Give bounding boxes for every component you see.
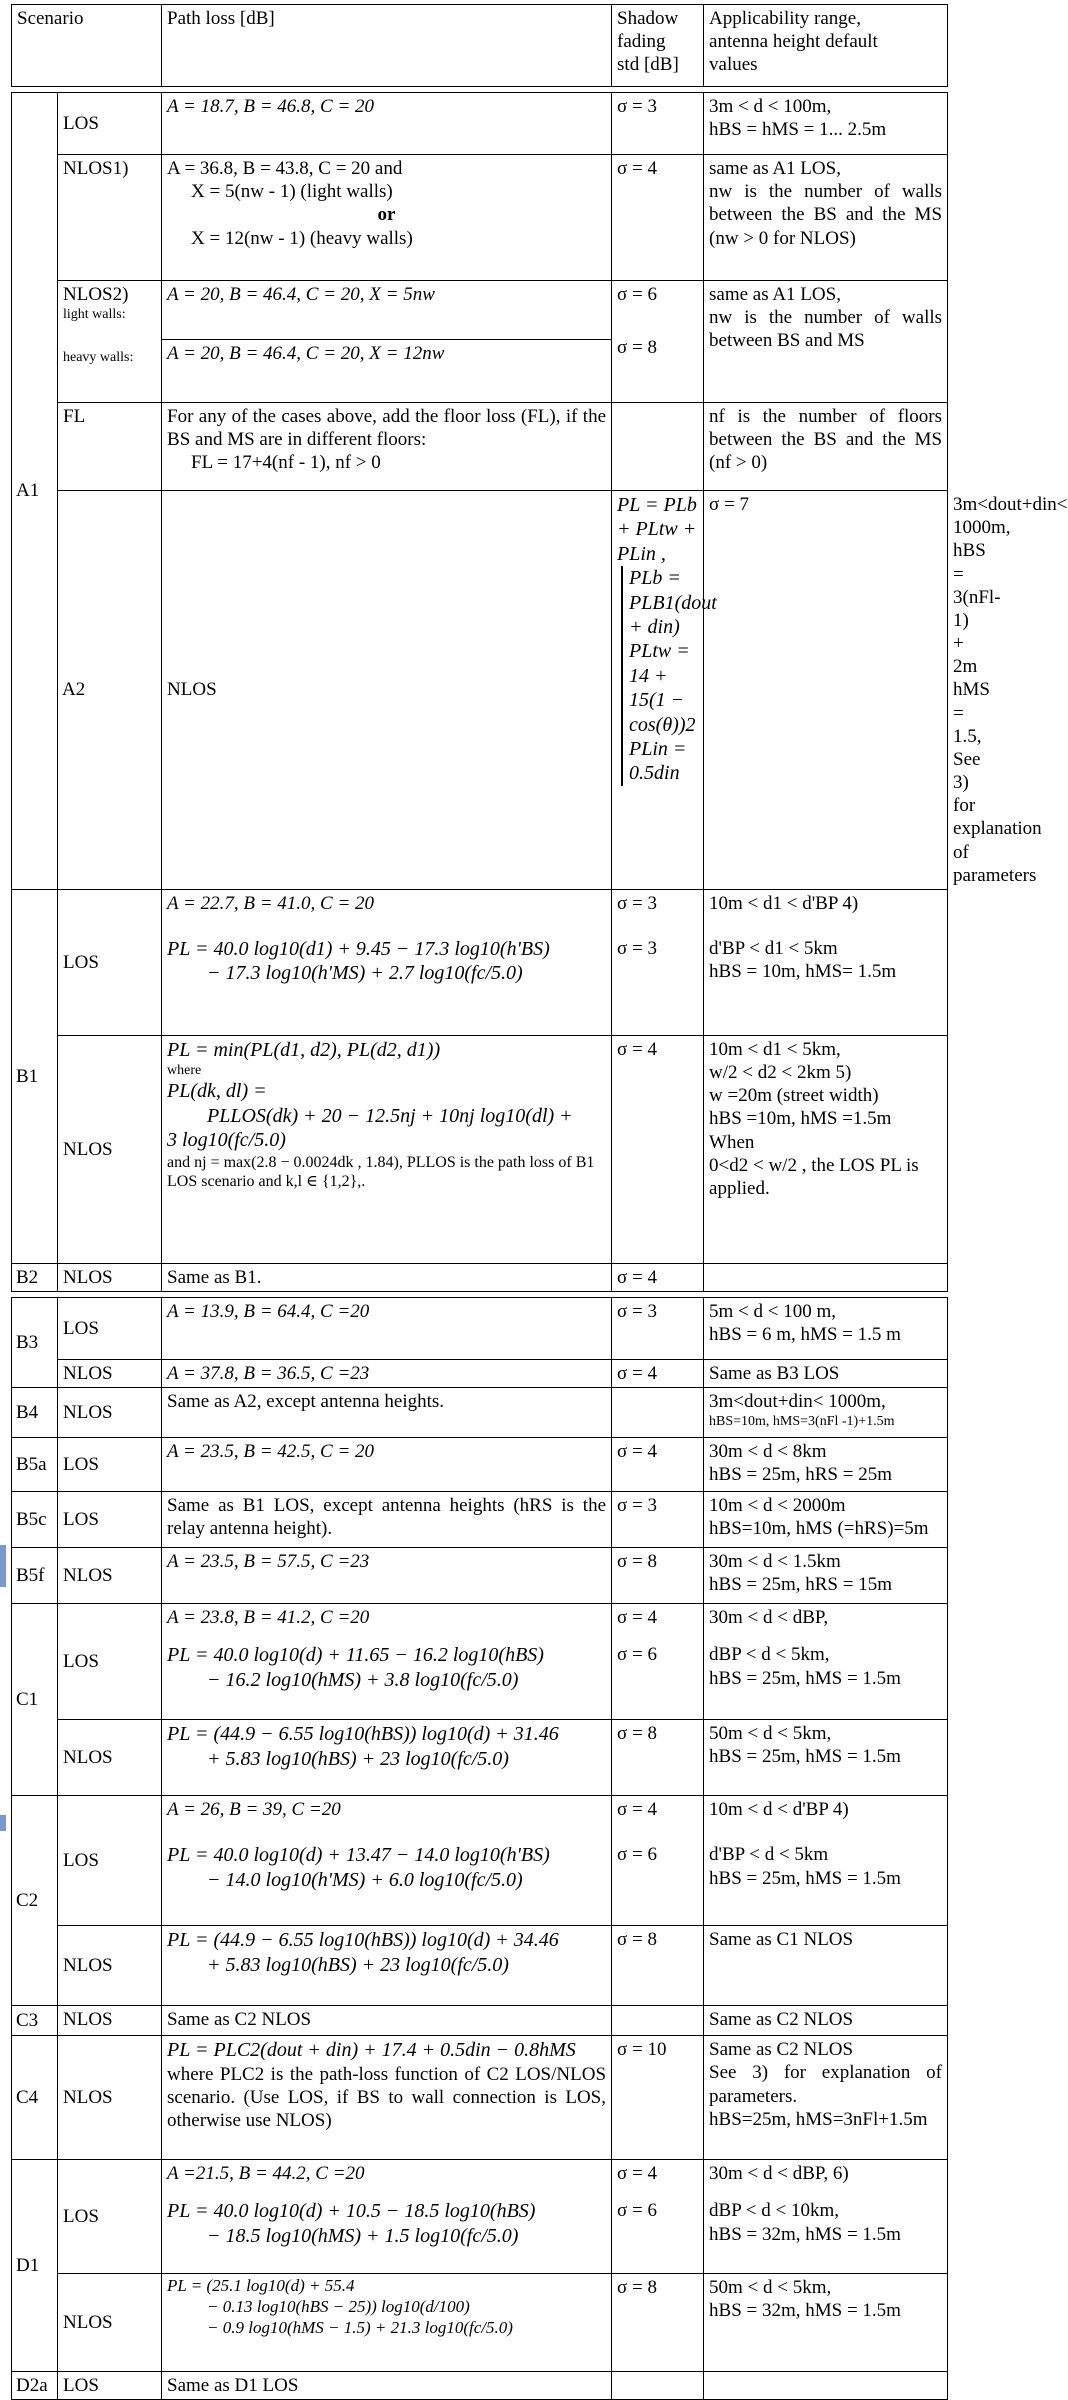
c3-row: [12, 2006, 948, 2036]
path-loss-table: [11, 4, 1068, 2400]
range-c4: Same as C2 NLOS See 3) for explanation of parameters. hBS=25m, hMS=3nFl+1.5m: [704, 2036, 948, 2160]
c1-los-row: [12, 1604, 948, 1720]
range-c3: Same as C2 NLOS: [704, 2006, 948, 2036]
sigma-c4: σ = 10: [612, 2036, 704, 2160]
scenario-a2: A2: [58, 491, 162, 890]
d1-nlos-row: [12, 2274, 948, 2372]
cond-b5a: LOS: [58, 1438, 162, 1492]
b5a-row: [12, 1438, 948, 1492]
pl-b3-nlos: A = 37.8, B = 36.5, C =23: [162, 1360, 612, 1388]
cond-d1-los: LOS: [58, 2160, 162, 2274]
sigma-b2: σ = 4: [612, 1263, 704, 1291]
cond-b1-nlos: NLOS: [58, 1035, 162, 1263]
scenario-b3: B3: [12, 1298, 58, 1388]
pl-a1-nlos2: A = 20, B = 46.4, C = 20, X = 5nw A = 20, B = 46.4, C = 20, X = 12nw: [162, 281, 612, 403]
range-d2a: [704, 2372, 948, 2400]
a1-fl-row: [12, 403, 948, 491]
c4-row: [12, 2036, 948, 2160]
scenario-c1: C1: [12, 1604, 58, 1796]
header-path-loss: Path loss [dB]: [162, 5, 612, 87]
b2-row: [12, 1263, 948, 1291]
scenario-c2: C2: [12, 1796, 58, 2006]
cond-a2: NLOS: [162, 491, 612, 890]
pl-c4: PL = PLC2(dout + din) + 17.4 + 0.5din − 0.8hMS where PLC2 is the path-loss function of C2 LOS/NLOS scenario. (Use LOS, if BS to wall connection is LOS, otherwise use NLOS): [162, 2036, 612, 2160]
b4-row: [12, 1388, 948, 1438]
range-a1-nlos1: same as A1 LOS, nw is the number of walls between the BS and the MS (nw > 0 for NLOS): [704, 155, 948, 281]
sigma-b5c: σ = 3: [612, 1492, 704, 1548]
sigma-b1-nlos: σ = 4: [612, 1035, 704, 1263]
cond-b3-los: LOS: [58, 1298, 162, 1360]
pl-d1-nlos: PL = (25.1 log10(d) + 55.4 − 0.13 log10(hBS − 25)) log10(d/100) − 0.9 log10(hMS − 1.5) + 21.3 log10(fc/5.0): [162, 2274, 612, 2372]
range-a1-nlos2: same as A1 LOS, nw is the number of walls between BS and MS: [704, 281, 948, 403]
scenario-b2: B2: [12, 1263, 58, 1291]
range-d1-nlos: 50m < d < 5km, hBS = 32m, hMS = 1.5m: [704, 2274, 948, 2372]
header-scenario: Scenario: [12, 5, 162, 87]
cond-b5c: LOS: [58, 1492, 162, 1548]
sigma-a2: σ = 7: [704, 491, 948, 890]
a2-row: A2 NLOS PL = PLb + PLtw + PLin , PLb = PLB1(dout + din) PLtw = 14 + 15(1 − cos(θ))2 PLin = 0.5din σ = 7 3m<dout+din< 1000m, hBS = 3(nFl-1) + 2m hMS = 1.5, See 3) for explanation of parameters: [12, 491, 948, 890]
scenario-b5a: B5a: [12, 1438, 58, 1492]
pl-b5c: Same as B1 LOS, except antenna heights (hRS is the relay antenna height).: [162, 1492, 612, 1548]
a1-nlos2-row: [12, 281, 948, 403]
b1-los-row: [12, 889, 948, 1035]
c2-nlos-row: [12, 1926, 948, 2006]
pl-b5a: A = 23.5, B = 42.5, C = 20: [162, 1438, 612, 1492]
sigma-a1-fl: [612, 403, 704, 491]
pl-b1-los: A = 22.7, B = 41.0, C = 20 PL = 40.0 log10(d1) + 9.45 − 17.3 log10(h'BS) − 17.3 log10(h'MS) + 2.7 log10(fc/5.0): [162, 889, 612, 1035]
cond-a1-los: LOS: [58, 93, 162, 155]
range-a1-los: 3m < d < 100m, hBS = hMS = 1... 2.5m: [704, 93, 948, 155]
header-range: Applicability range, antenna height default values: [704, 5, 948, 87]
sigma-b1-los: σ = 3 σ = 3: [612, 889, 704, 1035]
range-a1-fl: nf is the number of floors between the BS and the MS (nf > 0): [704, 403, 948, 491]
range-b5c: 10m < d < 2000m hBS=10m, hMS (=hRS)=5m: [704, 1492, 948, 1548]
scenario-b5f: B5f: [12, 1548, 58, 1604]
scenario-b5c: B5c: [12, 1492, 58, 1548]
range-b4: 3m<dout+din< 1000m, hBS=10m, hMS=3(nFl -1)+1.5m: [704, 1388, 948, 1438]
range-d1-los: 30m < d < dBP, 6) dBP < d < 10km, hBS = 32m, hMS = 1.5m: [704, 2160, 948, 2274]
cond-d2a: LOS: [58, 2372, 162, 2400]
sigma-d1-nlos: σ = 8: [612, 2274, 704, 2372]
b3-los-row: [12, 1298, 948, 1360]
pl-b3-los: A = 13.9, B = 64.4, C =20: [162, 1298, 612, 1360]
pl-c2-nlos: PL = (44.9 − 6.55 log10(hBS)) log10(d) + 34.46 + 5.83 log10(hBS) + 23 log10(fc/5.0): [162, 1926, 612, 2006]
range-b1-nlos: 10m < d1 < 5km, w/2 < d2 < 2km 5) w =20m (street width) hBS =10m, hMS =1.5m When 0<d2 < w/2 , the LOS PL is applied.: [704, 1035, 948, 1263]
pl-a1-los: A = 18.7, B = 46.8, C = 20: [162, 93, 612, 155]
scenario-c4: C4: [12, 2036, 58, 2160]
pl-b5f: A = 23.5, B = 57.5, C =23: [162, 1548, 612, 1604]
scenario-a1: A1: [12, 93, 58, 890]
scenario-c3: C3: [12, 2006, 58, 2036]
sigma-c1-nlos: σ = 8: [612, 1720, 704, 1796]
sigma-c2-los: σ = 4 σ = 6: [612, 1796, 704, 1926]
header-shadow: Shadow fading std [dB]: [612, 5, 704, 87]
range-b3-nlos: Same as B3 LOS: [704, 1360, 948, 1388]
pl-d1-los: A =21.5, B = 44.2, C =20 PL = 40.0 log10(d) + 10.5 − 18.5 log10(hBS) − 18.5 log10(hMS) + 1.5 log10(fc/5.0): [162, 2160, 612, 2274]
range-b1-los: 10m < d1 < d'BP 4) d'BP < d1 < 5km hBS = 10m, hMS= 1.5m: [704, 889, 948, 1035]
pl-d2a: Same as D1 LOS: [162, 2372, 612, 2400]
b5f-row: [12, 1548, 948, 1604]
cond-c2-nlos: NLOS: [58, 1926, 162, 2006]
cond-d1-nlos: NLOS: [58, 2274, 162, 2372]
pl-b2: Same as B1.: [162, 1263, 612, 1291]
sigma-d1-los: σ = 4 σ = 6: [612, 2160, 704, 2274]
pl-b4: Same as A2, except antenna heights.: [162, 1388, 612, 1438]
sigma-d2a: [612, 2372, 704, 2400]
margin-marker: [0, 1545, 6, 1587]
sigma-b4: [612, 1388, 704, 1438]
cond-a1-nlos1: NLOS1): [58, 155, 162, 281]
sigma-c3: [612, 2006, 704, 2036]
b5c-row: [12, 1492, 948, 1548]
a1-los-row: [12, 93, 948, 155]
margin-marker: [0, 1815, 6, 1831]
pl-a1-fl: For any of the cases above, add the floor loss (FL), if the BS and MS are in different floors: FL = 17+4(nf - 1), nf > 0: [162, 403, 612, 491]
b3-nlos-row: [12, 1360, 948, 1388]
sigma-b3-nlos: σ = 4: [612, 1360, 704, 1388]
cond-b1-los: LOS: [58, 889, 162, 1035]
cond-c1-nlos: NLOS: [58, 1720, 162, 1796]
pl-a1-nlos1: A = 36.8, B = 43.8, C = 20 and X = 5(nw - 1) (light walls) or X = 12(nw - 1) (heavy walls): [162, 155, 612, 281]
pl-c3: Same as C2 NLOS: [162, 2006, 612, 2036]
range-c1-los: 30m < d < dBP, dBP < d < 5km, hBS = 25m, hMS = 1.5m: [704, 1604, 948, 1720]
sigma-a1-nlos1: σ = 4: [612, 155, 704, 281]
sigma-b5a: σ = 4: [612, 1438, 704, 1492]
pl-c1-los: A = 23.8, B = 41.2, C =20 PL = 40.0 log10(d) + 11.65 − 16.2 log10(hBS) − 16.2 log10(hMS) + 3.8 log10(fc/5.0): [162, 1604, 612, 1720]
sigma-b5f: σ = 8: [612, 1548, 704, 1604]
b1-nlos-row: [12, 1035, 948, 1263]
range-c2-los: 10m < d < d'BP 4) d'BP < d < 5km hBS = 25m, hMS = 1.5m: [704, 1796, 948, 1926]
pl-c2-los: A = 26, B = 39, C =20 PL = 40.0 log10(d) + 13.47 − 14.0 log10(h'BS) − 14.0 log10(h'MS) + 6.0 log10(fc/5.0): [162, 1796, 612, 1926]
d1-los-row: [12, 2160, 948, 2274]
cond-c3: NLOS: [58, 2006, 162, 2036]
cond-c4: NLOS: [58, 2036, 162, 2160]
cond-b3-nlos: NLOS: [58, 1360, 162, 1388]
pl-b1-nlos: PL = min(PL(d1, d2), PL(d2, d1)) where PL(dk, dl) = PLLOS(dk) + 20 − 12.5nj + 10nj log10(dl) + 3 log10(fc/5.0) and nj = max(2.8 − 0.0024dk , 1.84), PLLOS is the path loss of B1 LOS scenario and k,l ∈ {1,2},.: [162, 1035, 612, 1263]
range-b2: [704, 1263, 948, 1291]
range-c1-nlos: 50m < d < 5km, hBS = 25m, hMS = 1.5m: [704, 1720, 948, 1796]
sigma-c1-los: σ = 4 σ = 6: [612, 1604, 704, 1720]
a1-nlos1-row: [12, 155, 948, 281]
cond-b2: NLOS: [58, 1263, 162, 1291]
scenario-b1: B1: [12, 889, 58, 1263]
sigma-c2-nlos: σ = 8: [612, 1926, 704, 2006]
cond-c2-los: LOS: [58, 1796, 162, 1926]
c2-los-row: [12, 1796, 948, 1926]
cond-a1-nlos2: NLOS2) light walls: heavy walls:: [58, 281, 162, 403]
scenario-d1: D1: [12, 2160, 58, 2372]
sigma-a1-nlos2: σ = 6 σ = 8: [612, 281, 704, 403]
scenario-b4: B4: [12, 1388, 58, 1438]
scenario-d2a: D2a: [12, 2372, 58, 2400]
range-b3-los: 5m < d < 100 m, hBS = 6 m, hMS = 1.5 m: [704, 1298, 948, 1360]
range-b5f: 30m < d < 1.5km hBS = 25m, hRS = 15m: [704, 1548, 948, 1604]
cond-b4: NLOS: [58, 1388, 162, 1438]
pl-c1-nlos: PL = (44.9 − 6.55 log10(hBS)) log10(d) + 31.46 + 5.83 log10(hBS) + 23 log10(fc/5.0): [162, 1720, 612, 1796]
cond-b5f: NLOS: [58, 1548, 162, 1604]
sigma-a1-los: σ = 3: [612, 93, 704, 155]
pl-a2: PL = PLb + PLtw + PLin , PLb = PLB1(dout + din) PLtw = 14 + 15(1 − cos(θ))2 PLin = 0.5din: [612, 491, 704, 890]
c1-nlos-row: [12, 1720, 948, 1796]
cond-c1-los: LOS: [58, 1604, 162, 1720]
cond-a1-fl: FL: [58, 403, 162, 491]
header-row: [12, 5, 948, 87]
range-b5a: 30m < d < 8km hBS = 25m, hRS = 25m: [704, 1438, 948, 1492]
range-c2-nlos: Same as C1 NLOS: [704, 1926, 948, 2006]
d2a-row: [12, 2372, 948, 2400]
sigma-b3-los: σ = 3: [612, 1298, 704, 1360]
